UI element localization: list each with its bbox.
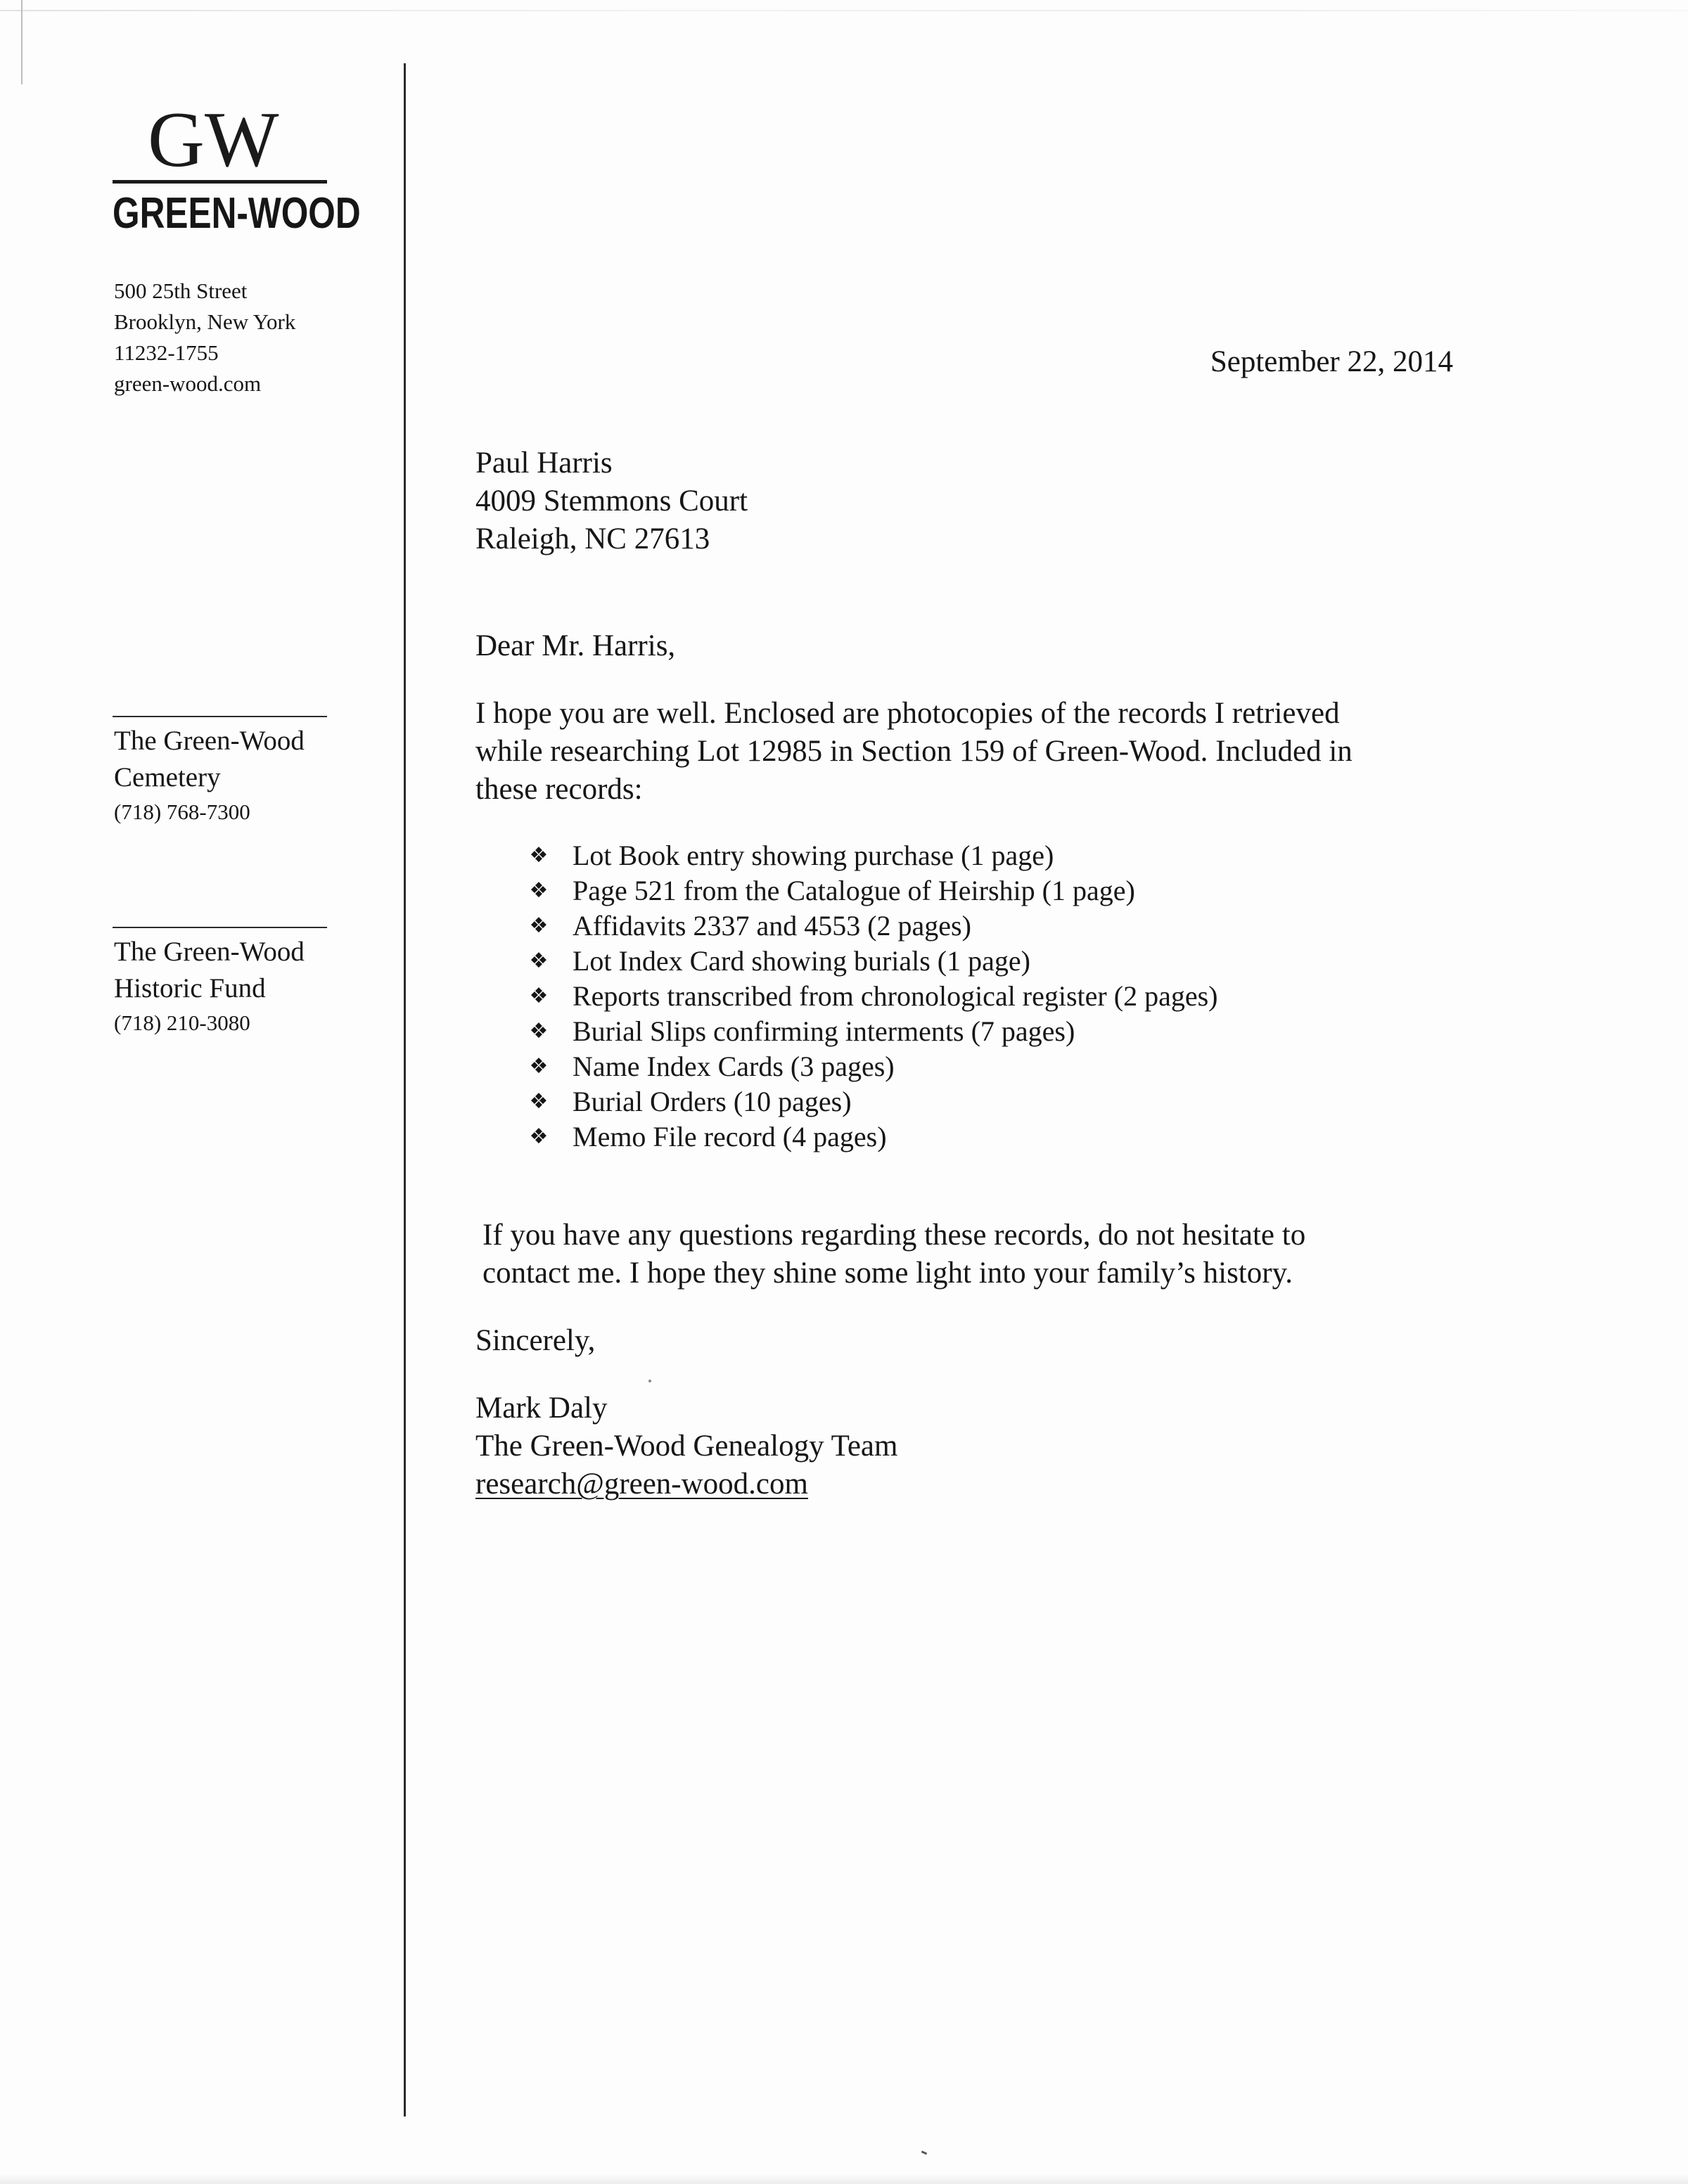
list-item	[525, 1084, 1217, 1119]
diamond-bullet-icon: ❖	[529, 913, 549, 938]
logo-rule	[113, 180, 327, 184]
signer-email-link[interactable]: research@green-wood.com	[475, 1467, 808, 1501]
diamond-bullet-icon: ❖	[529, 843, 549, 868]
org-historic-fund	[114, 934, 305, 1039]
address-street: 500 25th Street	[114, 278, 248, 303]
signature-block	[475, 1389, 897, 1503]
letter-date: September 22, 2014	[1210, 345, 1453, 378]
cemetery-divider-rule	[113, 716, 327, 717]
logo-wordmark: GREEN-WOOD	[113, 189, 361, 238]
org-historic-fund-name-line2: Historic Fund	[114, 973, 266, 1003]
list-item	[525, 838, 1217, 873]
list-item	[525, 1049, 1217, 1084]
org-historic-fund-name-line1: The Green-Wood	[114, 937, 305, 967]
closing-line: contact me. I hope they shine some light into your family’s history.	[482, 1257, 1293, 1290]
address-city: Brooklyn, New York	[114, 309, 296, 334]
record-label: Burial Slips confirming interments (7 pages)	[573, 1015, 1075, 1047]
org-cemetery-name-line1: The Green-Wood	[114, 726, 305, 756]
diamond-bullet-icon: ❖	[529, 984, 549, 1008]
closing-line: If you have any questions regarding these records, do not hesitate to	[482, 1219, 1306, 1252]
org-cemetery-name-line2: Cemetery	[114, 762, 221, 792]
intro-paragraph	[475, 695, 1474, 809]
intro-line: these records:	[475, 773, 643, 806]
record-label: Name Index Cards (3 pages)	[573, 1051, 895, 1082]
diamond-bullet-icon: ❖	[529, 1019, 549, 1043]
list-item	[525, 873, 1217, 908]
diamond-bullet-icon: ❖	[529, 1089, 549, 1114]
org-historic-fund-phone: (718) 210-3080	[114, 1010, 250, 1035]
diamond-bullet-icon: ❖	[529, 1054, 549, 1079]
vertical-divider	[404, 63, 406, 2116]
list-item	[525, 908, 1217, 944]
org-cemetery	[114, 723, 305, 828]
intro-line: I hope you are well. Enclosed are photocopies of the records I retrieved	[475, 697, 1340, 730]
signer-team: The Green-Wood Genealogy Team	[475, 1430, 898, 1463]
org-cemetery-phone: (718) 768-7300	[114, 799, 250, 824]
closing-paragraph	[482, 1216, 1481, 1292]
diamond-bullet-icon: ❖	[529, 949, 549, 973]
address-zip: 11232-1755	[114, 340, 219, 365]
historic-fund-divider-rule	[113, 927, 327, 928]
record-label: Burial Orders (10 pages)	[573, 1086, 852, 1117]
diamond-bullet-icon: ❖	[529, 878, 549, 903]
gw-monogram-logo-icon	[148, 98, 309, 176]
diamond-bullet-icon: ❖	[529, 1124, 549, 1149]
list-item	[525, 944, 1217, 979]
list-item	[525, 979, 1217, 1014]
list-item	[525, 1119, 1217, 1155]
letterhead-address	[114, 276, 295, 399]
signer-name: Mark Daly	[475, 1392, 608, 1425]
record-label: Lot Book entry showing purchase (1 page)	[573, 840, 1054, 871]
record-label: Memo File record (4 pages)	[573, 1121, 887, 1152]
intro-line: while researching Lot 12985 in Section 159 of Green-Wood. Included in	[475, 735, 1353, 768]
recipient-city: Raleigh, NC 27613	[475, 522, 710, 555]
recipient-street: 4009 Stemmons Court	[475, 484, 748, 518]
scan-speck	[648, 1380, 651, 1382]
scan-edge-left	[21, 0, 23, 84]
logo-monogram-text: GW	[148, 98, 279, 176]
recipient-address	[475, 444, 748, 558]
record-label: Page 521 from the Catalogue of Heirship (1 page)	[573, 875, 1135, 906]
scan-speck	[921, 2150, 928, 2154]
record-label: Affidavits 2337 and 4553 (2 pages)	[573, 910, 971, 942]
records-list	[525, 838, 1217, 1155]
scan-edge-bottom	[0, 2173, 1688, 2184]
list-item	[525, 1014, 1217, 1049]
recipient-name: Paul Harris	[475, 447, 613, 480]
record-label: Lot Index Card showing burials (1 page)	[573, 945, 1030, 977]
signoff: Sincerely,	[475, 1324, 596, 1357]
address-website: green-wood.com	[114, 371, 262, 396]
scan-edge-top	[0, 10, 1688, 11]
salutation: Dear Mr. Harris,	[475, 629, 676, 662]
record-label: Reports transcribed from chronological register (2 pages)	[573, 980, 1218, 1012]
